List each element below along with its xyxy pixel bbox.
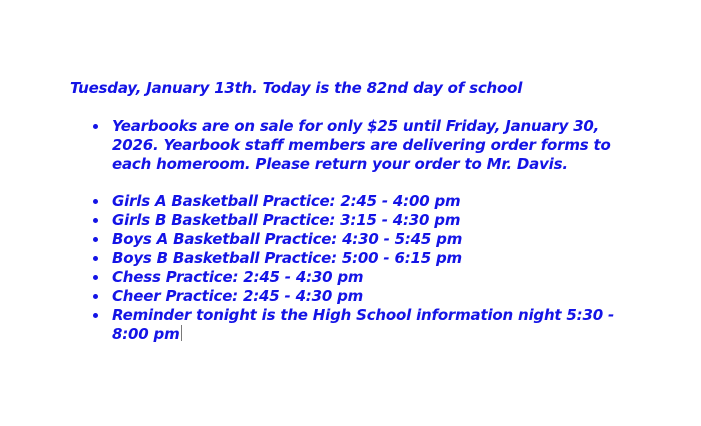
text-cursor xyxy=(181,325,182,341)
date-line: Tuesday, January 13th. Today is the 82nd day of school xyxy=(70,79,523,97)
list-item-text: Girls A Basketball Practice: 2:45 - 4:00 pm xyxy=(112,192,461,210)
list-item-text: Cheer Practice: 2:45 - 4:30 pm xyxy=(112,287,364,305)
list-item-chess xyxy=(92,268,652,287)
list-item-boys-a-basketball xyxy=(92,230,652,249)
list-item-reminder xyxy=(92,306,652,344)
list-item-boys-b-basketball xyxy=(92,249,652,268)
yearbook-notice-text: Yearbooks are on sale for only $25 until Friday, January 30, 2026. Yearbook staff members are delivering order forms to each homeroom. Please return your order to Mr. Davis. xyxy=(112,117,611,173)
yearbook-notice xyxy=(92,117,622,174)
list-item-text: Boys A Basketball Practice: 4:30 - 5:45 pm xyxy=(112,230,463,248)
list-item-text: Boys B Basketball Practice: 5:00 - 6:15 pm xyxy=(112,249,462,267)
practice-list xyxy=(92,192,652,344)
list-item-girls-b-basketball xyxy=(92,211,652,230)
list-item-text: Girls B Basketball Practice: 3:15 - 4:30 pm xyxy=(112,211,461,229)
list-item-text: Reminder tonight is the High School information night 5:30 - 8:00 pm xyxy=(112,306,614,343)
list-item-text: Chess Practice: 2:45 - 4:30 pm xyxy=(112,268,364,286)
list-item-girls-a-basketball xyxy=(92,192,652,211)
list-item-cheer xyxy=(92,287,652,306)
notice-list xyxy=(92,117,622,174)
